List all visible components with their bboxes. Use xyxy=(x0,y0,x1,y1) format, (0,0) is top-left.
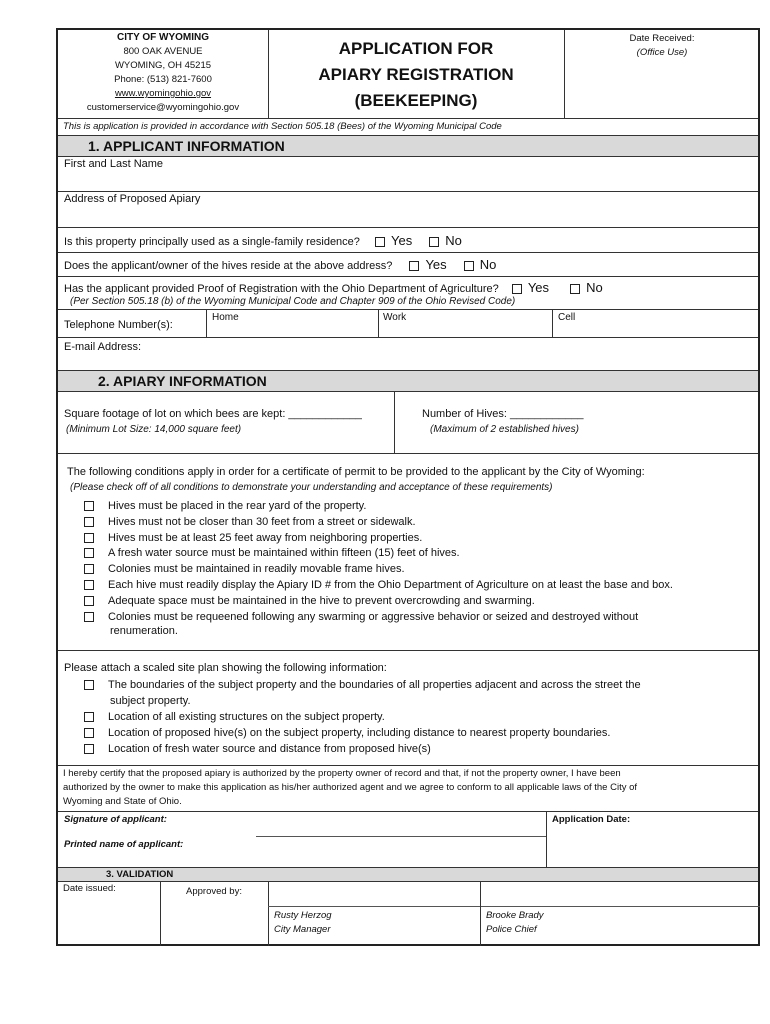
section2-title: 2. APIARY INFORMATION xyxy=(98,373,267,389)
section3-title: 3. VALIDATION xyxy=(106,869,174,880)
siteplan-item xyxy=(84,711,385,723)
code-notice: This is application is provided in accordance with Section 505.18 (Bees) of the Wyoming Municipal Code xyxy=(63,121,502,132)
title-line-3: (BEEKEEPING) xyxy=(354,91,478,110)
q1-no-checkbox[interactable] xyxy=(429,237,439,247)
q3-text: Has the applicant provided Proof of Registration with the Ohio Department of Agriculture? Yes No xyxy=(64,280,603,295)
cell-phone-label: Cell xyxy=(558,312,576,323)
condition-item xyxy=(84,563,405,575)
condition-label: Colonies must be maintained in readily movable frame hives. xyxy=(108,563,405,576)
approved-by-label: Approved by: xyxy=(186,886,242,897)
condition-checkbox[interactable] xyxy=(84,612,94,622)
siteplan-item xyxy=(84,679,641,691)
condition-label: Adequate space must be maintained in the hive to prevent overcrowding and swarming. xyxy=(108,594,535,607)
condition-item xyxy=(84,532,422,544)
condition-checkbox[interactable] xyxy=(84,517,94,527)
certify-line-3: Wyoming and State of Ohio. xyxy=(63,796,182,807)
q3-yes-checkbox[interactable] xyxy=(512,284,522,294)
siteplan-continuation: subject property. xyxy=(110,695,191,707)
q2-no-checkbox[interactable] xyxy=(464,261,474,271)
condition-label: Hives must be at least 25 feet away from neighboring properties. xyxy=(108,531,423,544)
approval-signature-line[interactable] xyxy=(268,906,760,907)
hives-label: Number of Hives: ____________ xyxy=(422,408,584,420)
address-label: Address of Proposed Apiary xyxy=(64,193,201,205)
conditions-intro: The following conditions apply in order for a certificate of permit to be provided to the applicant by the City of Wyoming: xyxy=(67,466,645,478)
name-label: First and Last Name xyxy=(64,158,164,170)
condition-checkbox[interactable] xyxy=(84,548,94,558)
q1-text: Is this property principally used as a single-family residence? Yes No xyxy=(64,233,462,248)
condition-label: Hives must not be closer than 30 feet from a street or sidewalk. xyxy=(108,515,416,528)
city-name: CITY OF WYOMING xyxy=(116,32,210,43)
sqft-note: (Minimum Lot Size: 14,000 square feet) xyxy=(66,424,242,435)
street-address: 800 OAK AVENUE xyxy=(123,46,203,57)
city-manager-name: Rusty Herzog xyxy=(274,910,332,921)
hives-note: (Maximum of 2 established hives) xyxy=(430,424,579,435)
home-phone-label: Home xyxy=(212,312,239,323)
q2-text: Does the applicant/owner of the hives reside at the above address? Yes No xyxy=(64,257,497,272)
section1-title: 1. APPLICANT INFORMATION xyxy=(88,138,285,154)
q3-note: (Per Section 505.18 (b) of the Wyoming Municipal Code and Chapter 909 of the Ohio Revised Code) xyxy=(70,296,516,307)
siteplan-item xyxy=(84,743,431,755)
city-manager-title: City Manager xyxy=(274,924,331,935)
work-phone-label: Work xyxy=(383,312,407,323)
condition-label: Each hive must readily display the Apiary ID # from the Ohio Department of Agriculture on at least the base and box. xyxy=(108,579,673,591)
date-issued-label: Date issued: xyxy=(63,883,116,894)
condition-continuation: renumeration. xyxy=(110,625,178,637)
condition-item xyxy=(84,547,460,559)
condition-item xyxy=(84,611,638,623)
condition-item xyxy=(84,516,416,528)
email-address: customerservice@wyomingohio.gov xyxy=(86,102,240,113)
condition-label: A fresh water source must be maintained within fifteen (15) feet of hives. xyxy=(108,547,460,560)
condition-label: Colonies must be requeened following any swarming or aggressive behavior or seized and destroyed without xyxy=(108,610,639,623)
siteplan-checkbox[interactable] xyxy=(84,728,94,738)
police-chief-title: Police Chief xyxy=(486,924,537,935)
siteplan-intro: Please attach a scaled site plan showing the following information: xyxy=(64,662,387,674)
siteplan-label: Location of fresh water source and distance from proposed hive(s) xyxy=(108,743,431,755)
certify-line-1: I hereby certify that the proposed apiary is authorized by the property owner of record and that, if not the property owner, I have been xyxy=(63,768,621,779)
q3-no-checkbox[interactable] xyxy=(570,284,580,294)
police-chief-name: Brooke Brady xyxy=(486,910,544,921)
siteplan-checkbox[interactable] xyxy=(84,712,94,722)
website-link[interactable]: www.wyomingohio.gov xyxy=(114,88,212,99)
condition-checkbox[interactable] xyxy=(84,564,94,574)
condition-checkbox[interactable] xyxy=(84,533,94,543)
apiary-application-form xyxy=(56,28,760,946)
phone-label: Telephone Number(s): xyxy=(64,319,173,331)
q2-yes-checkbox[interactable] xyxy=(409,261,419,271)
email-label: E-mail Address: xyxy=(64,341,142,353)
certify-line-2: authorized by the owner to make this application as his/her authorized agent and we agree to conform to all applicable laws of the City of xyxy=(63,782,638,793)
condition-checkbox[interactable] xyxy=(84,501,94,511)
siteplan-label: Location of all existing structures on the subject property. xyxy=(108,711,385,723)
application-date-label: Application Date: xyxy=(552,814,631,825)
siteplan-label: The boundaries of the subject property and the boundaries of all properties adjacent and across the street the xyxy=(108,679,641,691)
city-state-zip: WYOMING, OH 45215 xyxy=(114,60,212,71)
sqft-label: Square footage of lot on which bees are kept: ____________ xyxy=(64,408,362,420)
siteplan-label: Location of proposed hive(s) on the subject property, including distance to nearest property boundaries. xyxy=(108,727,611,739)
condition-item xyxy=(84,595,535,607)
siteplan-checkbox[interactable] xyxy=(84,680,94,690)
signature-label: Signature of applicant: xyxy=(64,814,167,825)
siteplan-checkbox[interactable] xyxy=(84,744,94,754)
condition-item xyxy=(84,500,366,512)
condition-item xyxy=(84,579,673,591)
q1-yes-checkbox[interactable] xyxy=(375,237,385,247)
condition-checkbox[interactable] xyxy=(84,580,94,590)
conditions-note: (Please check off of all conditions to demonstrate your understanding and acceptance of these requirements) xyxy=(70,482,553,493)
siteplan-item xyxy=(84,727,610,739)
office-use-label: (Office Use) xyxy=(636,47,688,58)
condition-checkbox[interactable] xyxy=(84,596,94,606)
title-line-2: APIARY REGISTRATION xyxy=(318,65,514,84)
condition-label: Hives must be placed in the rear yard of the property. xyxy=(108,500,367,512)
phone-number: Phone: (513) 821-7600 xyxy=(114,74,212,85)
title-line-1: APPLICATION FOR xyxy=(338,39,494,58)
date-received-label: Date Received: xyxy=(629,33,695,44)
printed-name-label: Printed name of applicant: xyxy=(64,839,184,850)
signature-line[interactable] xyxy=(256,836,546,837)
